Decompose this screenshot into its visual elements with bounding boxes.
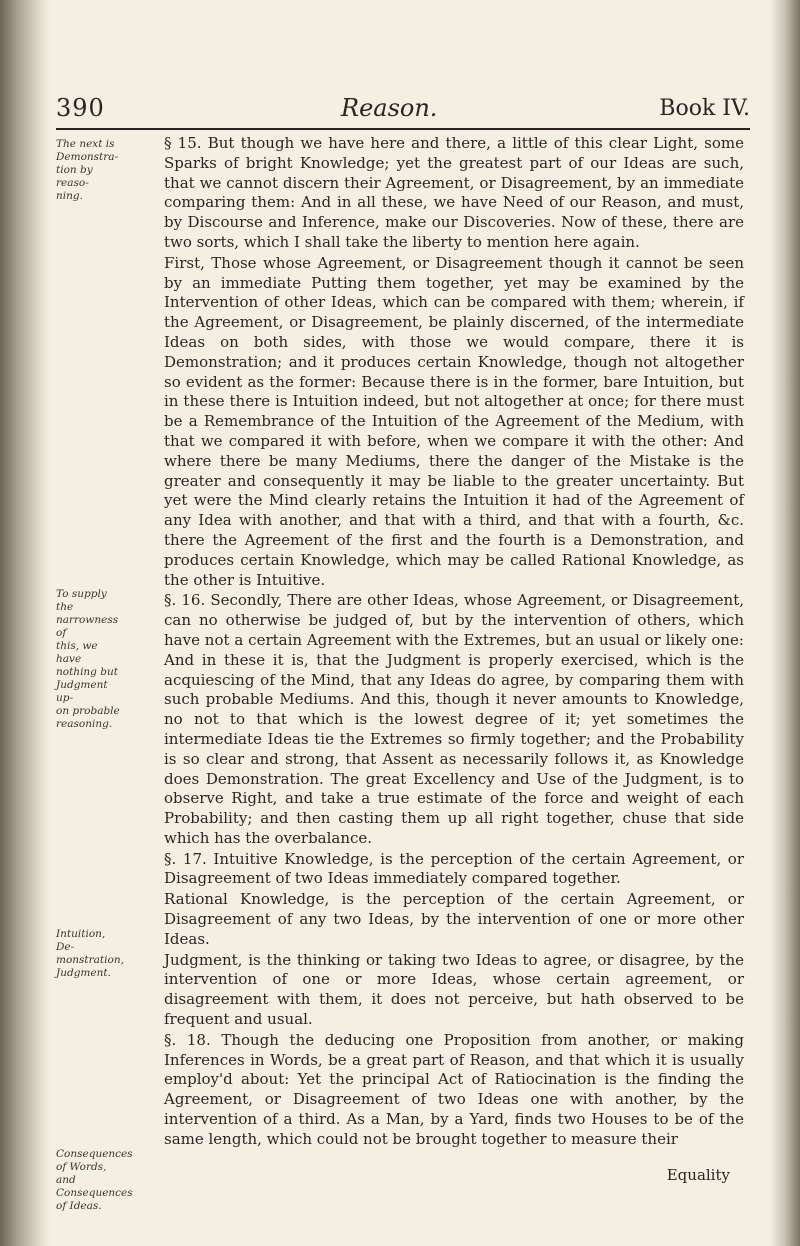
running-title: Reason.: [341, 94, 438, 122]
book-number: Book IV.: [659, 96, 750, 121]
paragraph: First, Those whose Agreement, or Disagreement though it cannot be seen by an immediate Putting them together, yet may be examined by the Intervention of other Ideas, which can be compared with them; wherein, if the Agreement, or Disagreement, be plainly discerned, of the intermediate Ideas on both sides, with those we would compare, there it is Demonstration; and it produces certain Knowledge, though not altogether so evident as the former: Because there is in the former, bare Intuition, but in these there is Intuition indeed, but not altogether at once; for there must be a Remembrance of the Intuition of the Agreement of the Medium, with that we compared it with before, when we compare it with the other: And where there be many Mediums, there the danger of the Mistake is the greater and consequently it may be liable to the greater uncertainty. But yet were the Mind clearly retains the Intuition it had of the Agreement of any Idea with another, and that with a third, and that with a fourth, &c. there the Agreement of the first and the fourth is a Demonstration, and produces certain Knowledge, which may be called Rational Knowledge, as the other is Intuitive.: [164, 253, 744, 589]
paragraph: Judgment, is the thinking or taking two Ideas to agree, or disagree, by the intervention of one or more Ideas, whose certain agreement, or disagreement with them, it does not perceive, but hath observed to be frequent and usual.: [164, 950, 744, 1029]
paragraph: §. 16. Secondly, There are other Ideas, whose Agreement, or Disagreement, can no otherwise be judged of, but by the intervention of others, which have not a certain Agreement with the Extremes, but an usual or likely one: And in these it is, that the Judgment is properly exercised, which is the acquiescing of the Mind, that any Ideas do agree, by comparing them with such probable Mediums. And this, though it never amounts to Knowledge, no not to that which is the lowest degree of it; yet sometimes the intermediate Ideas tie the Extremes so firmly together; and the Probability is so clear and strong, that Assent as necessarily follows it, as Knowledge does Demonstration. The great Excellency and Use of the Judgment, is to observe Right, and take a true estimate of the force and weight of each Probability; and then casting them up all right together, chuse that side which has the overbalance.: [164, 591, 744, 847]
paragraph: §. 18. Though the deducing one Proposition from another, or making Inferences in Words, be a great part of Reason, and that which it is usually employ'd about: Yet the principal Act of Ratiocination is the finding the Agreement, or Disagreement of two Ideas one with another, by the intervention of a third. As a Man, by a Yard, finds two Houses to be of the same length, which could not be brought together to measure their: [164, 1030, 744, 1148]
margin-note: Consequences of Words, and Consequences of Ideas.: [56, 1148, 133, 1212]
paragraph: §. 17. Intuitive Knowledge, is the perception of the certain Agreement, or Disagreement of two Ideas immediately compared together.: [164, 849, 744, 888]
catchword: Equality: [666, 1166, 730, 1184]
binding-shadow-left: [0, 0, 50, 1246]
page-header: [56, 70, 750, 128]
paragraph: Rational Knowledge, is the perception of the certain Agreement, or Disagreement of any two Ideas, by the intervention of one or more other Ideas.: [164, 890, 744, 948]
header-rule: [56, 128, 750, 130]
margin-note: Intuition, De- monstration, Judgment.: [56, 928, 124, 979]
body-text: [124, 134, 744, 1150]
page-edge-shadow-right: [770, 0, 800, 1246]
margin-note: To supply the narrowness of this, we have nothing but Judgment up- on probable reasoning.: [56, 588, 120, 730]
paragraph: § 15. But though we have here and there, a little of this clear Light, some Sparks of bright Knowledge; yet the greatest part of our Ideas are such, that we cannot discern their Agreement, or Disagreement, by an immediate comparing them: And in all these, we have Need of our Reason, and must, by Discourse and Inference, make our Discoveries. Now of these, there are two sorts, which I shall take the liberty to mention here again.: [164, 134, 744, 251]
page-number: 390: [56, 94, 105, 122]
margin-note: The next is Demonstra- tion by reaso- ning.: [56, 138, 119, 202]
